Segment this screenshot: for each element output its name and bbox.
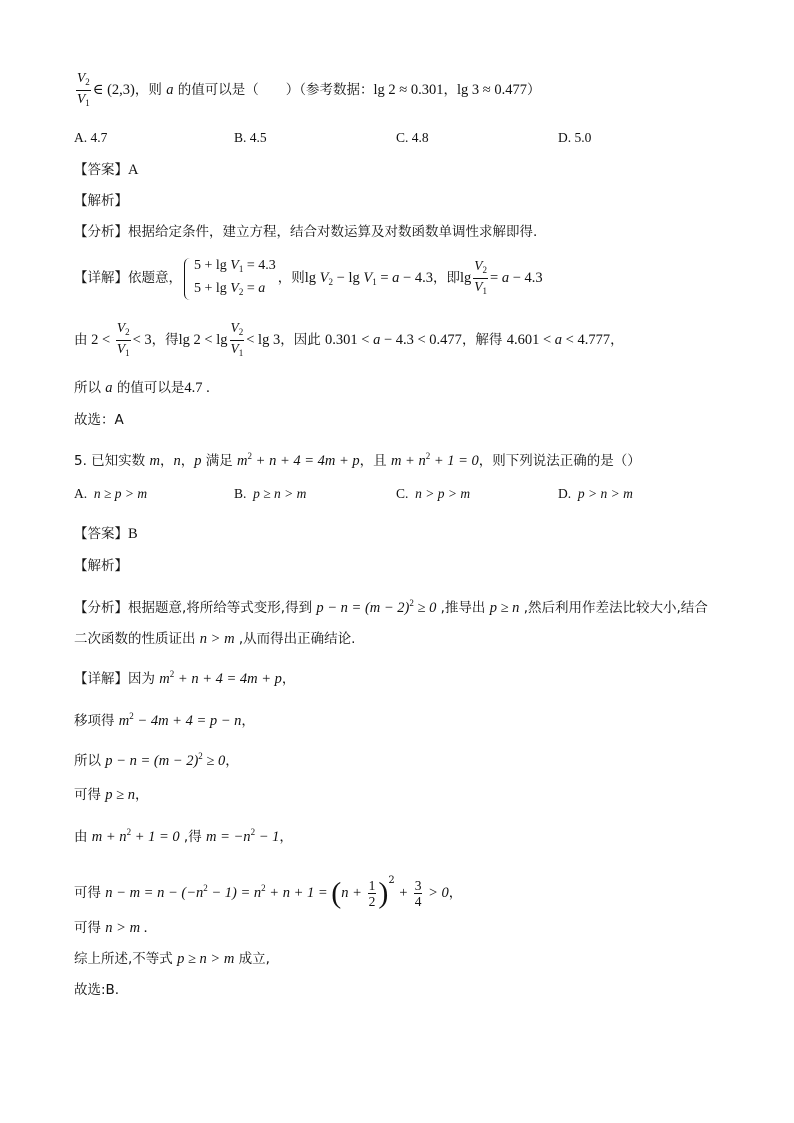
q5-analysis-label: 【解析】 — [74, 558, 128, 574]
q5-detail-3: 所以 $p - n = (m - 2)^2 \ge 0$， — [74, 751, 239, 769]
q5-option-d: D. p > n > m — [558, 486, 633, 501]
q4-analysis-label: 【解析】 — [74, 193, 128, 209]
q4-answer — [74, 160, 138, 180]
q5-choose: 故选:B. — [74, 982, 120, 998]
fenxi-text: 根据给定条件，建立方程，结合对数运算及对数函数单调性求解即得. — [128, 224, 538, 240]
fenxi-label: 【分析】 — [74, 600, 128, 616]
q5-option-c: C. n > p > m — [396, 486, 471, 501]
q4-inequality: 由 2 < $\frac{V_2}{V_1}$ < 3，得lg 2 < lg $\frac{V_2}{V_1}$ < lg 3，因此 0.301 < a − 4.3 < 0.477，解得 4.601 < a < 4.777， — [74, 320, 624, 358]
answer-label: 【答案】 — [74, 162, 128, 178]
q5-detail-6: 可得 $n - m = n - (-n^2 - 1) = n^2 + n + 1 = (n$ + $\frac{1}{2}$ )$^2$ + $\frac{3}{4}$ > 0， — [74, 875, 463, 910]
detail-label: 【详解】 — [74, 671, 128, 687]
fraction-v2-v1: $\frac{V_2}{V_1}$ — [77, 70, 90, 108]
q5-fenxi-line2: 二次函数的性质证出 n > m ,从而得出正确结论. — [74, 631, 356, 647]
q5-option-a: A. n ≥ p > m — [74, 486, 148, 501]
q5-detail-2: 移项得 $m^2 - 4m + 4 = p - n$， — [74, 711, 255, 729]
q4-choose: 故选：A — [74, 412, 124, 428]
q5-detail-7: 可得 n > m . — [74, 920, 148, 936]
answer-label: 【答案】 — [74, 526, 128, 542]
q5-detail-5: 由 $m + n^2 + 1 = 0$ ,得 $m = -n^2 - 1$， — [74, 827, 293, 845]
fenxi-label: 【分析】 — [74, 224, 128, 240]
q5-fenxi-line1: 【分析】根据题意,将所给等式变形,得到 $p - n = (m - 2)^2 \ge 0$ ,推导出 p ≥ n ,然后利用作差法比较大小,结合 — [74, 598, 708, 616]
q4-option-b: B. 4.5 — [234, 130, 267, 145]
q4-option-c: C. 4.8 — [396, 130, 429, 145]
q5-detail-8: 综上所述,不等式 p ≥ n > m 成立, — [74, 951, 270, 967]
answer-value: A — [128, 162, 139, 178]
q5-detail-4: 可得 p ≥ n， — [74, 787, 149, 803]
q4-fenxi — [74, 222, 537, 242]
q5-stem: 5. 已知实数 m，n，p 满足 $m^2 + n + 4 = 4m + p$，且 $m + n^2 + 1 = 0$，则下列说法正确的是（） — [74, 451, 641, 469]
equation-system: $5 + \lg V_1 = 4.3$ $5 + \lg V_2 = a$ — [184, 256, 276, 302]
q5-detail-1: 【详解】因为 $m^2 + n + 4 = 4m + p$， — [74, 669, 296, 687]
q5-option-b: B. p ≥ n > m — [234, 486, 307, 501]
q4-stem: $\frac{V_2}{V_1}$ ∈ (2,3)，则 a 的值可以是（ ）（参考数据：lg 2 ≈ 0.301，lg 3 ≈ 0.477） — [74, 70, 540, 111]
q4-conclusion: 所以 a 的值可以是4.7 . — [74, 380, 210, 396]
q5-answer — [74, 524, 138, 544]
q4-detail: 【详解】依题意， $5 + \lg V_1 = 4.3$ $5 + \lg V_2 = a$ ，则$\lg V_2 - \lg V_1 = a - 4.3$，即lg $\frac{V_2}{V_1}$ = a − 4.3 — [74, 255, 543, 305]
q4-option-d: D. 5.0 — [558, 130, 592, 145]
detail-label: 【详解】 — [74, 270, 128, 286]
detail-intro: 依题意， — [128, 270, 182, 286]
answer-value: B — [128, 526, 138, 542]
q4-option-a: A. 4.7 — [74, 130, 108, 145]
